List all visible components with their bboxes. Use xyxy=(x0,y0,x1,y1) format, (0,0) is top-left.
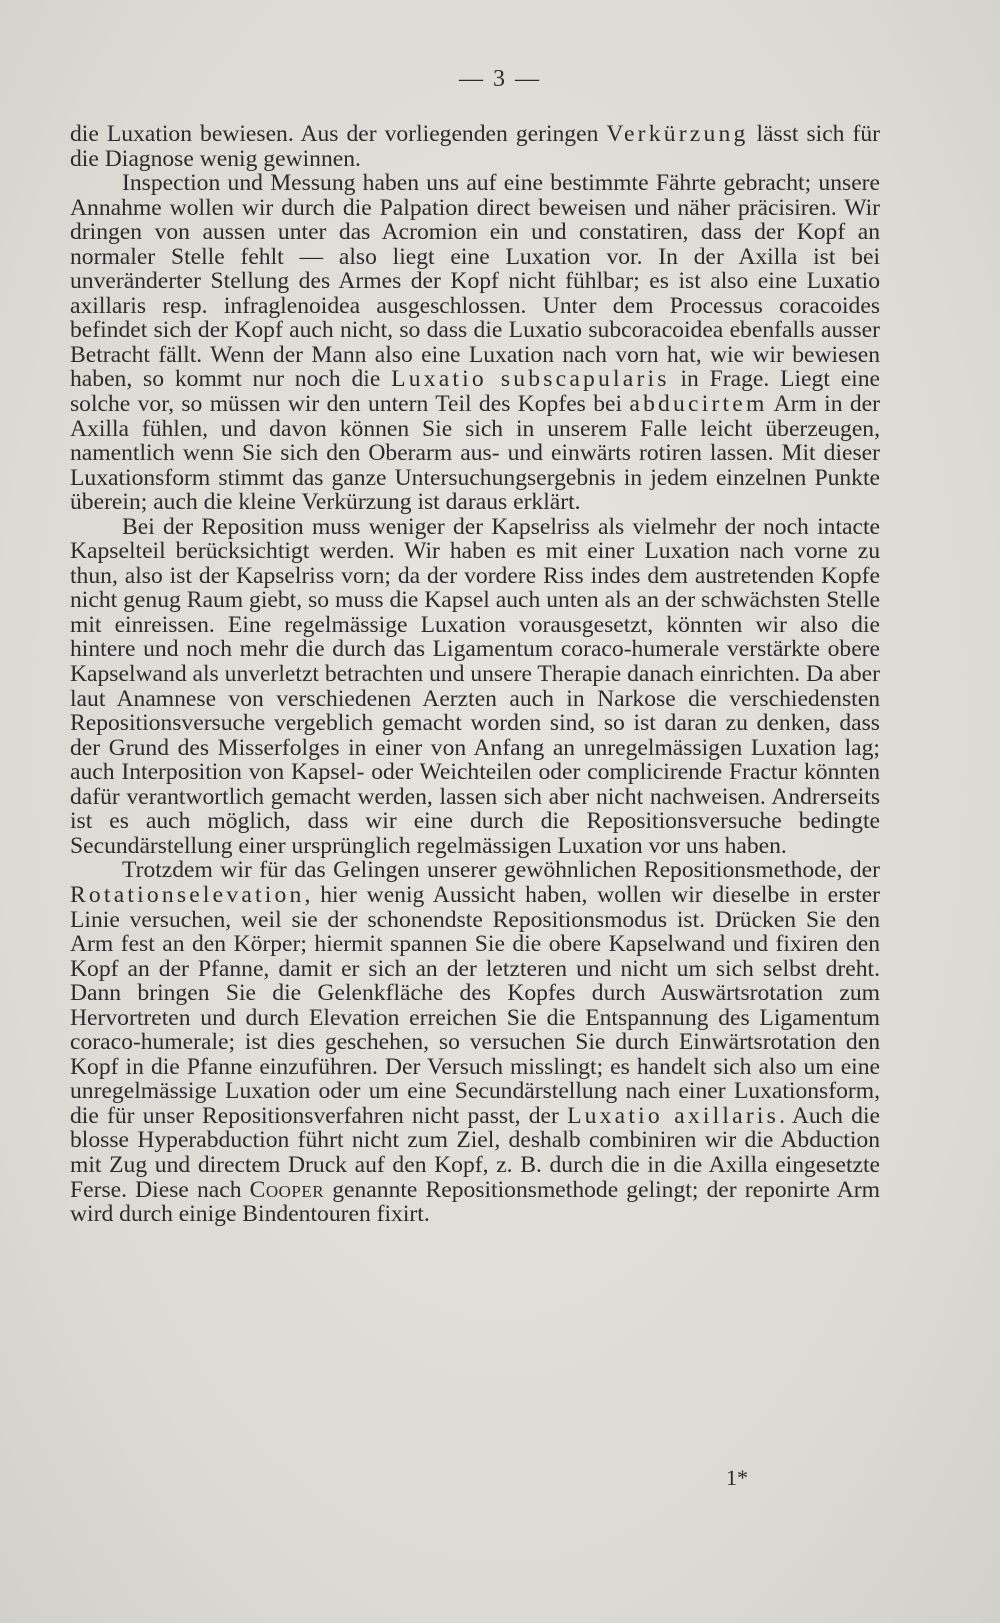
text-run: Inspection und Messung haben uns auf eine bestimmte Fährte gebracht; unsere Annahme wollen wir durch die Palpation direct beweisen und näher präcisiren. Wir dringen von aussen unter das Acromion ein und constatiren, dass der Kopf an normaler Stelle fehlt — also liegt eine Luxation vor. In der Axilla ist bei unveränderter Stellung des Armes der Kopf nicht fühlbar; es ist also eine Luxatio axillaris resp. infraglenoidea ausgeschlossen. Unter dem Processus coracoides befindet sich der Kopf auch nicht, so dass die Luxatio subcoracoidea ebenfalls ausser Betracht fällt. Wenn der Mann also eine Luxation nach vorn hat, wie wir bewiesen haben, so kommt nur noch die xyxy=(70,170,880,393)
page-number: — 3 — xyxy=(459,66,541,92)
signature-mark: 1* xyxy=(726,1465,748,1490)
body-text xyxy=(70,122,880,1227)
emphasis-spaced: Verkürzung xyxy=(606,121,749,147)
emphasis-spaced: abducirtem xyxy=(629,391,768,418)
paragraph-3 xyxy=(70,515,880,859)
paragraph-2 xyxy=(70,171,880,515)
paragraph-4 xyxy=(70,858,880,1226)
emphasis-spaced: Luxatio axillaris xyxy=(567,1102,780,1129)
text-run: lässt sich für die Diagnose wenig gewinnen. xyxy=(70,121,880,172)
emphasis-spaced: Rotationselevation xyxy=(70,881,305,908)
text-run: genannte Repositionsmethode gelingt; der reponirte Arm wird durch einige Bindentouren fixirt. xyxy=(70,1176,880,1228)
text-run: Trotzdem wir für das Gelingen unserer gewöhnlichen Repositionsmethode, der xyxy=(122,857,880,884)
paragraph-1 xyxy=(70,122,880,171)
text-run: Bei der Reposition muss weniger der Kapselriss als vielmehr der noch intacte Kapselteil berücksichtigt werden. Wir haben es mit einer Luxation nach vorne zu thun, also ist der Kapselriss vorn; da der vordere Riss indes dem austretenden Kopfe nicht genug Raum giebt, so muss die Kapsel auch unten als an der schwächsten Stelle mit einreissen. Eine regelmässige Luxation vorausgesetzt, könnten wir also die hintere und noch mehr die durch das Ligamentum coraco-humerale verstärkte obere Kapselwand als unverletzt betrachten und unsere Therapie danach einrichten. Da aber laut Anamnese von verschiedenen Aerzten auch in Narkose die verschiedensten Repositionsversuche vergeblich gemacht worden sind, so ist daran zu denken, dass der Grund des Misserfolges in einer von Anfang an unregelmässigen Luxation lag; auch Interposition von Kapsel- oder Weichteilen oder complicirende Fractur könnten dafür verantwortlich gemacht werden, lassen sich aber nicht nachweisen. Andrerseits ist es auch möglich, dass wir eine durch die Repositionsversuche bedingte Secundärstellung einer ursprünglich regelmässigen Luxation vor uns haben. xyxy=(70,513,880,859)
text-run: Arm in der Axilla fühlen, und davon können Sie sich in unserem Falle leicht überzeugen, namentlich wenn Sie sich den Oberarm aus- und einwärts rotiren lassen. Mit dieser Luxationsform stimmt das ganze Untersuchungsergebnis in jedem einzelnen Punkte überein; auch die kleine Verkürzung ist daraus erklärt. xyxy=(70,391,880,516)
text-run: in Frage. Liegt eine solche vor, so müssen wir den untern Teil des Kopfes bei xyxy=(70,366,880,418)
text-run: , hier wenig Aussicht haben, wollen wir dieselbe in erster Linie versuchen, weil sie der schonendste Repositionsmodus ist. Drücken Sie den Arm fest an den Körper; hiermit spannen Sie die obere Kapselwand und fixiren den Kopf an der Pfanne, damit er sich an der letzteren und nicht um sich selbst dreht. Dann bringen Sie die Gelenkfläche des Kopfes durch Auswärtsrotation zum Hervortreten und durch Elevation erreichen Sie die Entspannung des Ligamentum coraco-humerale; ist dies geschehen, so versuchen Sie durch Einwärtsrotation den Kopf in die Pfanne einzuführen. Der Versuch misslingt; es handelt sich also um eine unregelmässige Luxation oder um eine Secundärstellung nach einer Luxationsform, die für unser Repositionsverfahren nicht passt, der xyxy=(70,881,880,1129)
text-run: die Luxation bewiesen. Aus der vorliegenden geringen xyxy=(70,121,607,147)
author-name-smallcaps: Cooper xyxy=(249,1176,325,1203)
text-run: . Auch die blosse Hyperabduction führt nicht zum Ziel, deshalb combiniren wir die Abduction mit Zug und directem Druck auf den Kopf, z. B. durch die in die Axilla eingesetzte Ferse. Diese nach xyxy=(70,1102,880,1203)
emphasis-spaced: Luxatio subscapularis xyxy=(391,366,670,393)
